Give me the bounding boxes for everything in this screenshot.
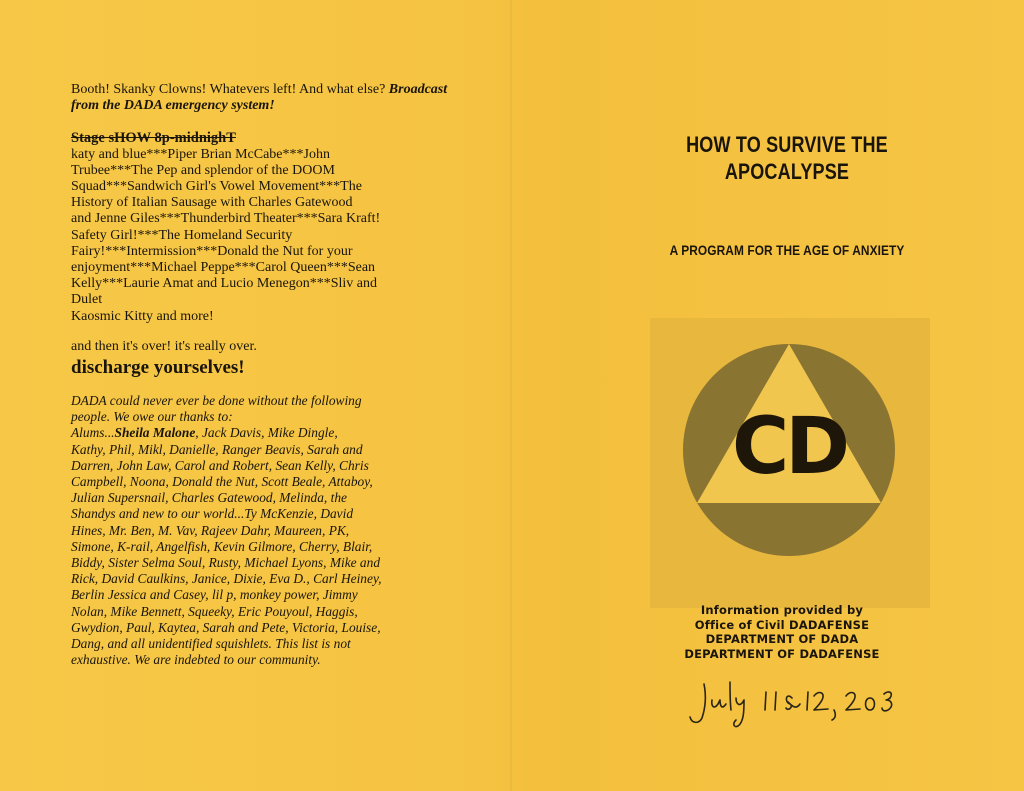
lineup-line: Dulet <box>71 292 103 308</box>
lineup-list <box>71 147 466 325</box>
thanks-line: Nolan, Mike Bennett, Squeeky, Eric Pouyoul, Haggis, <box>71 603 358 619</box>
program-subtitle: A PROGRAM FOR THE AGE OF ANXIETY <box>669 242 905 258</box>
info-line: DEPARTMENT OF DADA <box>705 632 859 646</box>
title-line-2: APOCALYPSE <box>724 159 850 184</box>
thanks-line <box>71 425 466 441</box>
intro-paragraph <box>71 82 466 114</box>
thanks-section <box>71 393 466 668</box>
cover-panel <box>520 0 1024 791</box>
lineup-line: History of Italian Sausage with Charles Gatewood <box>71 195 353 211</box>
thanks-line: Rick, David Caulkins, Janice, Dixie, Eva D., Carl Heiney, <box>71 571 382 587</box>
intro-text: Booth! Skanky Clowns! Whatevers left! And what else? <box>71 82 386 97</box>
lineup-line: katy and blue***Piper Brian McCabe***John <box>71 146 330 162</box>
thanks-line: Darren, John Law, Carol and Robert, Sean Kelly, Chris <box>71 457 369 473</box>
stage-show-heading: Stage sHOW 8p-midnighT <box>71 130 236 147</box>
program-title <box>568 131 1006 185</box>
thanks-names-start: , Jack Davis, Mike Dingle, <box>195 425 338 441</box>
lineup-line: and Jenne Giles***Thunderbird Theater***Sara Kraft! <box>71 211 381 227</box>
info-line: Information provided by <box>700 603 864 617</box>
handwritten-date <box>680 670 920 730</box>
thanks-line: Dang, and all unidentified squishlets. This list is not <box>71 636 351 652</box>
lineup-line: Squad***Sandwich Girl's Vowel Movement***The <box>71 179 362 195</box>
center-fold <box>510 0 512 791</box>
lineup-line: enjoyment***Michael Peppe***Carol Queen***Sean <box>71 260 376 276</box>
thanks-line: Simone, K-rail, Angelfish, Kevin Gilmore, Cherry, Blair, <box>71 538 373 554</box>
lineup-line: Kaosmic Kitty and more! <box>71 308 214 324</box>
thanks-line: Kathy, Phil, Mikl, Danielle, Ranger Beavis, Sarah and <box>71 441 363 457</box>
thanks-line: Shandys and new to our world...Ty McKenzie, David <box>71 506 354 522</box>
lineup-line: Fairy!***Intermission***Donald the Nut for your <box>71 243 353 259</box>
thanks-line: Gwydion, Paul, Kaytea, Sarah and Pete, Victoria, Louise, <box>71 619 381 635</box>
thanks-line: Biddy, Sister Selma Soul, Rusty, Michael Lyons, Mike and <box>71 555 381 571</box>
intro-emphasis: Broadcast from the DADA emergency system! <box>71 82 448 114</box>
discharge-heading: discharge yourselves! <box>71 357 245 379</box>
lineup-line: Kelly***Laurie Amat and Lucio Menegon***Sliv and <box>71 276 377 292</box>
thanks-line: exhaustive. We are indebted to our community. <box>71 652 321 668</box>
title-line-1: HOW TO SURVIVE THE <box>686 132 888 157</box>
lineup-line: Safety Girl!***The Homeland Security <box>71 227 293 243</box>
thanks-line: DADA could never ever be done without the following <box>71 393 362 409</box>
info-block <box>620 603 944 661</box>
thanks-line: Berlin Jessica and Casey, lil p, monkey power, Jimmy <box>71 587 358 603</box>
alums-prefix: Alums... <box>71 425 115 441</box>
handwritten-date-text <box>520 0 521 1</box>
thanks-line: Julian Supersnail, Charles Gatewood, Melinda, the <box>71 490 347 506</box>
logo-cd-letters: CD <box>732 402 846 492</box>
info-line: DEPARTMENT OF DADAFENSE <box>684 646 880 661</box>
thanks-line: people. We owe our thanks to: <box>71 409 233 425</box>
info-line: Office of Civil DADAFENSE <box>694 617 870 632</box>
civil-defense-logo <box>669 333 909 573</box>
left-panel <box>71 82 466 669</box>
thanks-line: Campbell, Noona, Donald the Nut, Scott Beale, Attaboy, <box>71 474 373 490</box>
lineup-line: Trubee***The Pep and splendor of the DOOM <box>71 162 335 178</box>
alums-highlight: Sheila Malone <box>114 425 196 441</box>
thanks-line: Hines, Mr. Ben, M. Vav, Rajeev Dahr, Maureen, PK, <box>71 522 350 538</box>
closing-line: and then it's over! it's really over. <box>71 338 257 354</box>
